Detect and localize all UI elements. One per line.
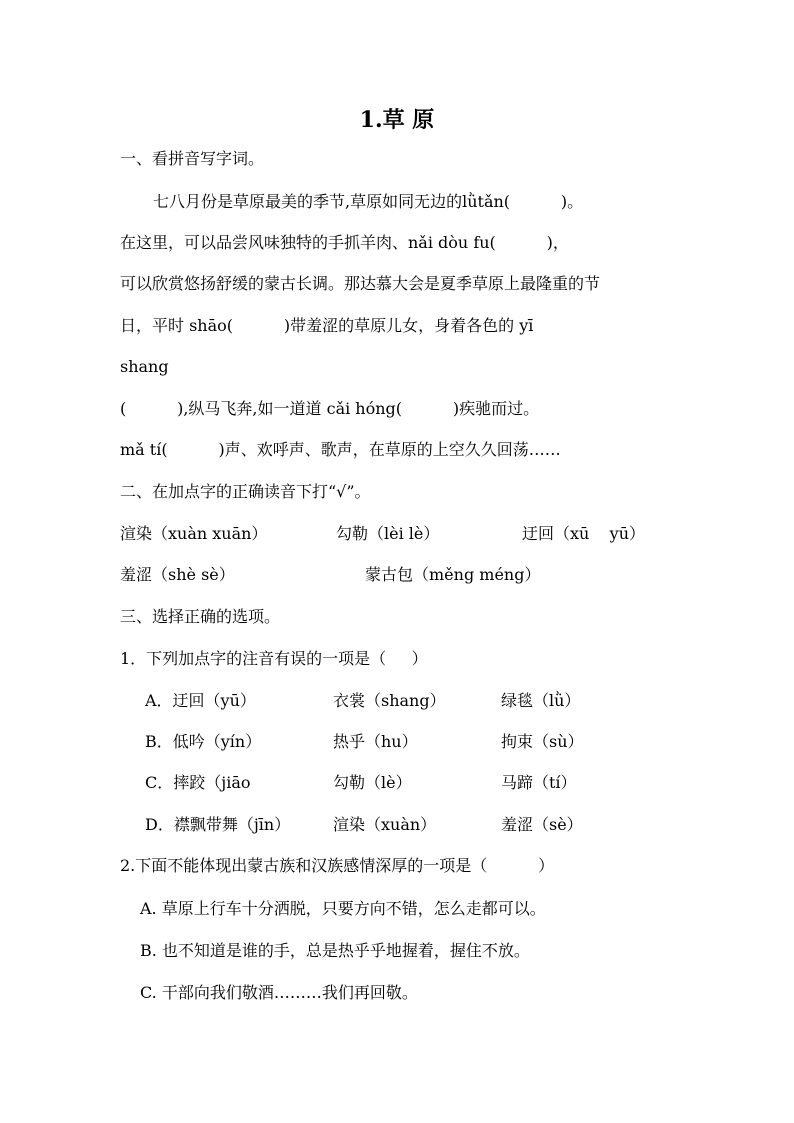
- section1-heading: 一、看拼音写字词。: [120, 149, 265, 168]
- question-1-option: 渲染（xuàn）: [333, 815, 437, 834]
- question-1-option: 衣裳（shang）: [333, 691, 446, 710]
- question-1-option: 勾勒（lè）: [333, 773, 412, 792]
- question-1-option: 马蹄（tí）: [501, 773, 577, 792]
- question-1-option: D．襟飘带舞（jīn）: [145, 815, 291, 834]
- question-1-option: 羞涩（sè）: [501, 815, 583, 834]
- passage-line-4: 日，平时 shāo( )带羞涩的草原儿女，身着各色的 yī: [120, 316, 534, 335]
- pinyin-choice-item: 迂回（xū yū）: [522, 524, 646, 543]
- question-1-option: B．低吟（yín）: [145, 732, 262, 751]
- pinyin-choice-item: 勾勒（lèi lè）: [336, 524, 440, 543]
- question-2-option: A. 草原上行车十分洒脱，只要方向不错，怎么走都可以。: [140, 899, 546, 918]
- section2-heading: 二、在加点字的正确读音下打“√”。: [120, 482, 371, 501]
- question-1-option: 热乎（hu）: [333, 732, 418, 751]
- question-1-option: 拘束（sù）: [501, 732, 584, 751]
- passage-line-2: 在这里，可以品尝风味独特的手抓羊肉、nǎi dòu fu( )，: [120, 233, 569, 252]
- question-2-stem: 2.下面不能体现出蒙古族和汉族感情深厚的一项是（ ）: [120, 856, 555, 875]
- passage-line-1: 七八月份是草原最美的季节,草原如同无边的lǜtǎn( )。: [153, 192, 584, 211]
- passage-line-5: shang: [120, 357, 169, 376]
- passage-line-6: ( ),纵马飞奔,如一道道 cǎi hóng( )疾驰而过。: [120, 399, 540, 418]
- pinyin-choice-item: 渲染（xuàn xuān）: [120, 524, 268, 543]
- pinyin-choice-item: 羞涩（shè sè）: [120, 565, 235, 584]
- question-1-option: A．迂回（yū）: [145, 691, 256, 710]
- question-1-stem: 1．下列加点字的注音有误的一项是（ ）: [120, 649, 428, 668]
- question-2-option: C. 干部向我们敬酒………我们再回敬。: [140, 983, 418, 1002]
- section3-heading: 三、选择正确的选项。: [120, 607, 281, 626]
- passage-line-7: mǎ tí( )声、欢呼声、歌声，在草原的上空久久回荡……: [120, 440, 561, 459]
- question-1-option: 绿毯（lǜ）: [501, 691, 581, 710]
- pinyin-choice-item: 蒙古包（měng méng）: [365, 565, 541, 584]
- passage-line-3: 可以欣赏悠扬舒缓的蒙古长调。那达慕大会是夏季草原上最隆重的节: [120, 274, 601, 293]
- question-2-option: B. 也不知道是谁的手，总是热乎乎地握着，握住不放。: [140, 941, 530, 960]
- question-1-option: C．摔跤（jiāo: [145, 773, 251, 792]
- page-title: 1.草 原: [359, 107, 435, 133]
